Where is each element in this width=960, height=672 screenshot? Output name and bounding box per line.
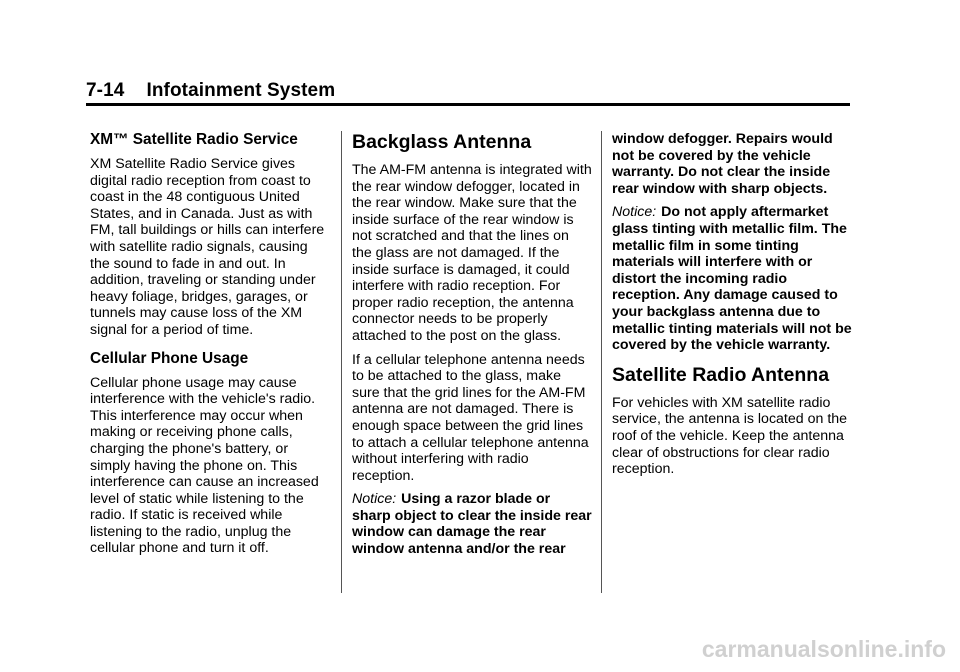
column-2 — [352, 131, 592, 565]
header-rule — [86, 103, 850, 106]
heading-cellular-phone: Cellular Phone Usage — [90, 349, 249, 367]
paragraph-cellular-phone: Cellular phone usage may cause interference with the vehicle's radio. This interference may occur when making or receiving phone calls, charging the phone's battery, or simply having the phone on. This interference can cause an increased level of static while listening to the radio. If static is received while listening to the radio, unplug the cellular phone and turn it off. — [90, 374, 319, 557]
section-title: Infotainment System — [146, 80, 336, 101]
notice-label: Notice: — [352, 491, 397, 508]
heading-xm-satellite-radio: XM™ Satellite Radio Service — [90, 131, 298, 148]
paragraph-backglass-1: The AM-FM antenna is integrated with the rear window defogger, located in the rear window. Make sure that the inside surface of the rear window is not scratched and that the lines on the glass are not damaged. If the inside surface is damaged, it could interfere with radio reception. For proper radio reception, the antenna connector needs to be properly attached to the post on the glass. — [352, 162, 592, 344]
heading-satellite-radio-antenna: Satellite Radio Antenna — [612, 363, 830, 386]
watermark[interactable]: carmanualsonline.info — [701, 636, 946, 662]
heading-backglass-antenna: Backglass Antenna — [352, 131, 532, 153]
header-title — [86, 80, 850, 102]
paragraph-xm-service: XM Satellite Radio Service gives digital radio reception from coast to coast in the 48 contiguous United States, and in Canada. Just as with FM, tall buildings or hills can interfere with satellite radio signals, causing the sound to fade in and out. In addition, traveling or standing under heavy foliage, bridges, garages, or tunnels may cause loss of the XM signal for a period of time. — [90, 156, 325, 338]
notice-razor-continued: window defogger. Repairs would not be covered by the vehicle warranty. Do not clear the inside rear window with sharp objects. — [612, 131, 833, 197]
notice-tinting — [612, 204, 852, 353]
column-divider-2 — [601, 131, 602, 593]
column-divider-1 — [341, 131, 342, 593]
page-number: 7-14 — [86, 80, 125, 101]
column-3 — [612, 131, 852, 485]
column-1 — [90, 131, 330, 564]
notice-tinting-text: Do not apply aftermarket glass tinting with metallic film. The metallic film in some tinting materials will interfere with or distort the incoming radio reception. Any damage caused to your backglass antenna due to metallic tinting materials will not be covered by the vehicle warranty. — [612, 204, 852, 354]
paragraph-backglass-2: If a cellular telephone antenna needs to be attached to the glass, make sure that the grid lines for the AM-FM antenna are not damaged. There is enough space between the grid lines to attach a cellular telephone antenna without interfering with radio reception. — [352, 351, 589, 484]
paragraph-satellite-antenna: For vehicles with XM satellite radio service, the antenna is located on the roof of the vehicle. Keep the antenna clear of obstructions for clear radio reception. — [612, 394, 848, 478]
notice-razor-text: Using a razor blade or sharp object to clear the inside rear window can damage the rear window antenna and/or the rear — [352, 491, 592, 558]
notice-razor — [352, 491, 592, 557]
page-header — [86, 80, 850, 102]
notice-label: Notice: — [612, 204, 657, 221]
